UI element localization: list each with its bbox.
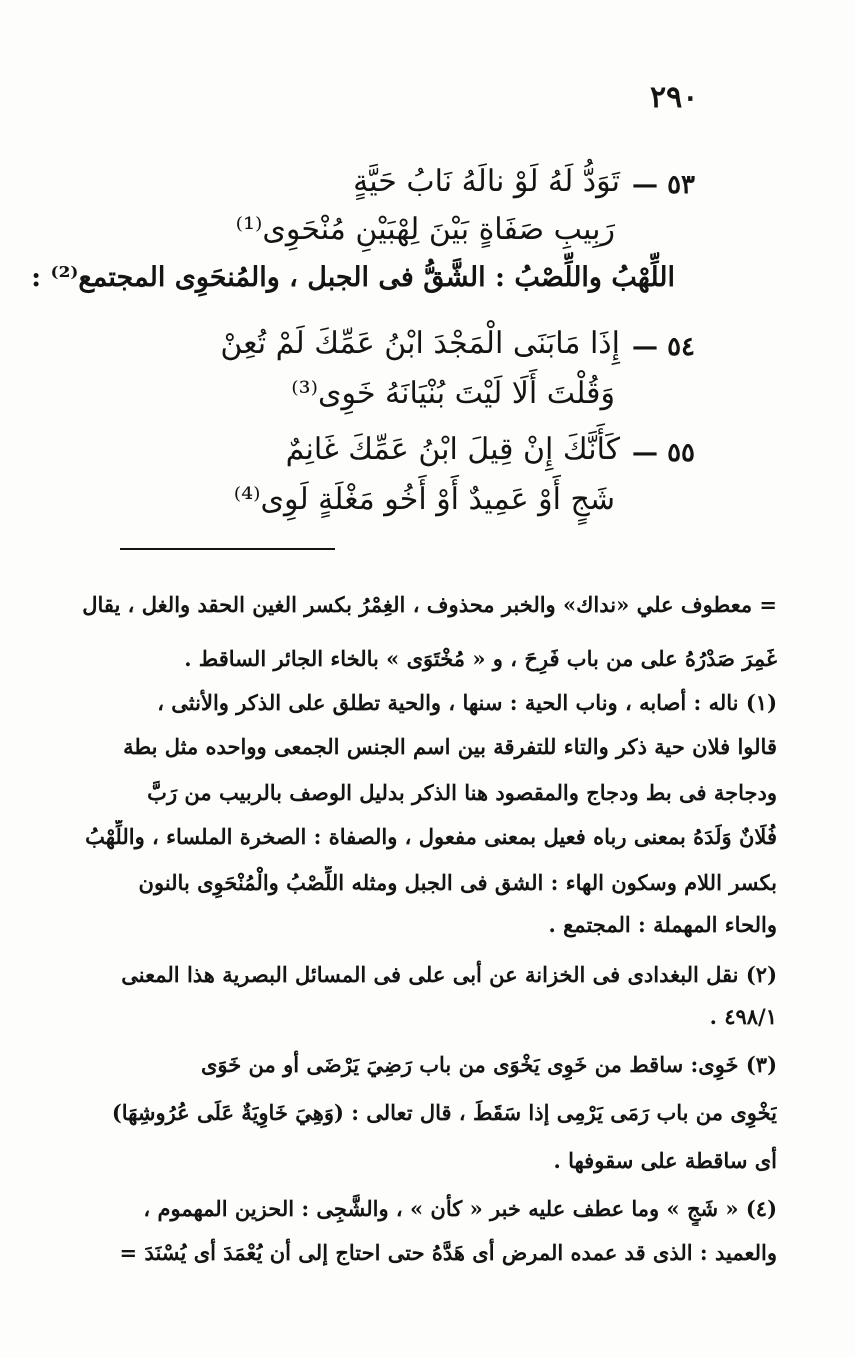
footnote-line: فُلَانٌ وَلَدَهُ بمعنى رباه فعيل بمعنى مفعول ، والصفاة : الصخرة الملساء ، واللِّهْبُ <box>85 824 777 849</box>
verse-first-hemistich: كَأَنَّكَ إِنْ قِيلَ ابْنُ عَمِّكَ غَانِمٌ <box>285 432 620 467</box>
verse-number: ٥٥ — <box>632 438 695 468</box>
footnote-line: يَخْوِى من باب رَمَى يَرْمِى إذا سَقَطَ ، قال تعالى : (وَهِيَ خَاوِيَةٌ عَلَى عُرُوشِهَا) <box>111 1100 777 1125</box>
verse-first-hemistich: إِذَا مَابَنَى الْمَجْدَ ابْنُ عَمِّكَ لَمْ تُعِنْ <box>220 326 620 361</box>
verse-55 <box>0 428 855 488</box>
footnote-line: (٣) خَوِى: ساقط من خَوِى يَخْوَى من باب رَضِيَ يَرْضَى أو من خَوَى <box>200 1052 777 1077</box>
verse-number: ٥٤ — <box>632 332 695 362</box>
footnote-line: غَمِرَ صَدْرُهُ على من باب فَرِحَ ، و « مُخْتَوَى » بالخاء الجائر الساقط . <box>184 646 777 671</box>
footnote-line: (٤) « شَجٍ » وما عطف عليه خبر « كأن » ، والشَّجِى : الحزين المهموم ، <box>143 1196 777 1221</box>
footnote-line: (١) ناله : أصابه ، وناب الحية : سنها ، والحية تطلق على الذكر والأنثى ، <box>157 690 777 715</box>
verse-number: ٥٣ — <box>632 170 695 200</box>
footnote-line: ٤٩٨/١ . <box>709 1004 777 1029</box>
verse-54 <box>0 322 855 382</box>
page-number: ٢٩٠ <box>650 80 699 115</box>
verse-first-hemistich: تَوَدُّ لَهُ لَوْ نالَهُ نَابُ حَيَّةٍ <box>353 164 620 199</box>
verse-55-second-line <box>0 482 855 542</box>
verse-second-hemistich: شَجٍ أَوْ عَمِيدٌ أَوْ أَخُو مَغْلَةٍ لَوِى⁽⁴⁾ <box>233 482 615 517</box>
footnote-line: قالوا فلان حية ذكر والتاء للتفرقة بين اسم الجنس الجمعى وواحده مثل بطة <box>123 734 777 759</box>
footnote-line: والعميد : الذى قد عمده المرض أى هَدَّهُ حتى احتاج إلى أن يُعْمَدَ أى يُسْنَدَ = <box>119 1240 777 1265</box>
footnote-line: بكسر اللام وسكون الهاء : الشق فى الجبل ومثله اللِّصْبُ والْمُنْحَوِى بالنون <box>138 870 777 895</box>
footnote-line: ودجاجة فى بط ودجاج والمقصود هنا الذكر بدليل الوصف بالربيب من رَبَّ <box>147 780 777 805</box>
verse-54-second-line <box>0 376 855 436</box>
verse-gloss: اللِّهْبُ واللِّصْبُ : الشَّقُّ فى الجبل ، والمُنحَوِى المجتمع⁽²⁾ : <box>31 262 675 293</box>
footnote-line: والحاء المهملة : المجتمع . <box>548 912 777 937</box>
verse-second-hemistich: وَقُلْتَ أَلَا لَيْتَ بُنْيَانَهُ خَوِى⁽³⁾ <box>291 376 615 411</box>
footnote-line: = معطوف علي «نداك» والخبر محذوف ، الغِمْرُ بكسر الغين الحقد والغل ، يقال <box>82 592 777 617</box>
verse-second-hemistich: رَبِيبِ صَفَاةٍ بَيْنَ لِهْبَيْنِ مُنْحَوِى⁽¹⁾ <box>235 212 615 247</box>
footnote-line: (٢) نقل البغدادى فى الخزانة عن أبى على فى المسائل البصرية هذا المعنى <box>121 962 777 987</box>
footnote-separator <box>120 548 335 550</box>
verse-53 <box>0 160 855 220</box>
footnote-line: أى ساقطة على سقوفها . <box>553 1148 777 1173</box>
